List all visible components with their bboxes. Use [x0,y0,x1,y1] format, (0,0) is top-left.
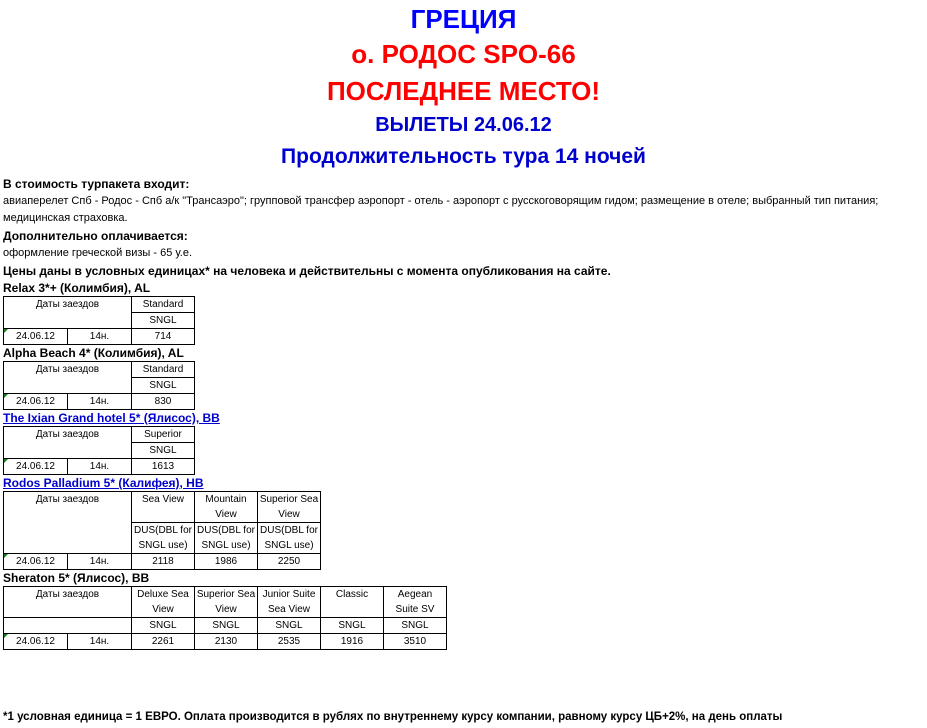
room-type-header: Standard [132,362,195,378]
price-cell: 2535 [258,634,321,650]
price-cell: 1986 [195,554,258,570]
price-table [3,296,195,345]
hotel-name-link[interactable]: Rodos Palladium 5* (Калифея), HB [3,476,204,490]
dates-header: Даты заездов [4,297,132,329]
occupancy-header: SNGL [195,618,258,634]
nights: 14н. [68,554,132,570]
room-type-header: Superior Sea View [195,587,258,618]
extra-label: Дополнительно оплачивается: [3,229,188,243]
occupancy-header: SNGL [132,618,195,634]
occupancy-header: SNGL [132,313,195,329]
price-cell: 1916 [321,634,384,650]
checkin-date: 24.06.12 [4,634,68,650]
room-type-header: Mountain View [195,492,258,523]
hotel-name: Sheraton 5* (Ялисос), BB [3,571,150,585]
occupancy-header: DUS(DBL for SNGL use) [258,523,321,554]
hotel-block-alpha-beach [3,345,923,410]
room-type-header: Sea View [132,492,195,523]
room-type-header: Junior Suite Sea View [258,587,321,618]
price-table [3,426,195,475]
occupancy-header: SNGL [132,378,195,394]
price-cell: 1613 [132,459,195,475]
hotel-name: Relax 3*+ (Колимбия), AL [3,281,151,295]
hotel-name: Alpha Beach 4* (Колимбия), AL [3,346,184,360]
nights: 14н. [68,394,132,410]
extra-text: оформление греческой визы - 65 у.е. [3,247,193,259]
price-cell: 2250 [258,554,321,570]
price-cell: 2261 [132,634,195,650]
duration-title: Продолжительность тура 14 ночей [281,145,646,168]
last-seat-banner: ПОСЛЕДНЕЕ МЕСТО! [326,76,601,106]
checkin-date: 24.06.12 [4,394,68,410]
hotel-block-relax [3,280,923,345]
hotel-block-sheraton [3,570,923,650]
room-type-header: Superior [132,427,195,443]
room-type-header: Classic [321,587,384,618]
dates-header: Даты заездов [4,362,132,394]
room-type-header: Aegean Suite SV [384,587,447,618]
room-type-header: Standard [132,297,195,313]
hotel-block-ixian-grand [3,410,923,475]
price-cell: 3510 [384,634,447,650]
country-title: ГРЕЦИЯ [410,4,517,34]
room-type-header: Deluxe Sea View [132,587,195,618]
occupancy-header: SNGL [132,443,195,459]
currency-footnote: *1 условная единица = 1 ЕВРО. Оплата производится в рублях по внутреннему курсу компании, равному курсу ЦБ+2%, на день оплаты [3,711,783,723]
occupancy-header: DUS(DBL for SNGL use) [132,523,195,554]
price-table [3,491,321,570]
prices-note: Цены даны в условных единицах* на человека и действительны с момента опубликования на сайте. [3,264,611,278]
includes-text: авиаперелет Спб - Родос - Спб а/к "Трансаэро"; групповой трансфер аэропорт - отель - аэропорт с русскоговорящим гидом; размещение в отеле; выбранный тип питания; медицинская страховка. [3,195,879,224]
occupancy-header: SNGL [258,618,321,634]
price-cell: 830 [132,394,195,410]
hotel-name-link[interactable]: The Ixian Grand hotel 5* (Ялисос), BB [3,411,220,425]
offer-content [3,175,923,650]
departures-title: ВЫЛЕТЫ 24.06.12 [375,114,552,136]
dates-header: Даты заездов [4,587,132,618]
checkin-date: 24.06.12 [4,459,68,475]
nights: 14н. [68,634,132,650]
occupancy-header: SNGL [384,618,447,634]
occupancy-header: DUS(DBL for SNGL use) [195,523,258,554]
includes-label: В стоимость турпакета входит: [3,177,190,191]
occupancy-header: SNGL [321,618,384,634]
checkin-date: 24.06.12 [4,329,68,345]
dates-header-spacer [4,618,132,634]
dates-header: Даты заездов [4,492,132,554]
nights: 14н. [68,459,132,475]
nights: 14н. [68,329,132,345]
dates-header: Даты заездов [4,427,132,459]
checkin-date: 24.06.12 [4,554,68,570]
price-table [3,361,195,410]
hotel-block-rodos-palladium [3,475,923,570]
room-type-header: Superior Sea View [258,492,321,523]
island-title: о. РОДОС SPO-66 [351,39,576,69]
price-table [3,586,447,650]
price-cell: 714 [132,329,195,345]
price-cell: 2118 [132,554,195,570]
page-header [0,2,927,174]
price-cell: 2130 [195,634,258,650]
